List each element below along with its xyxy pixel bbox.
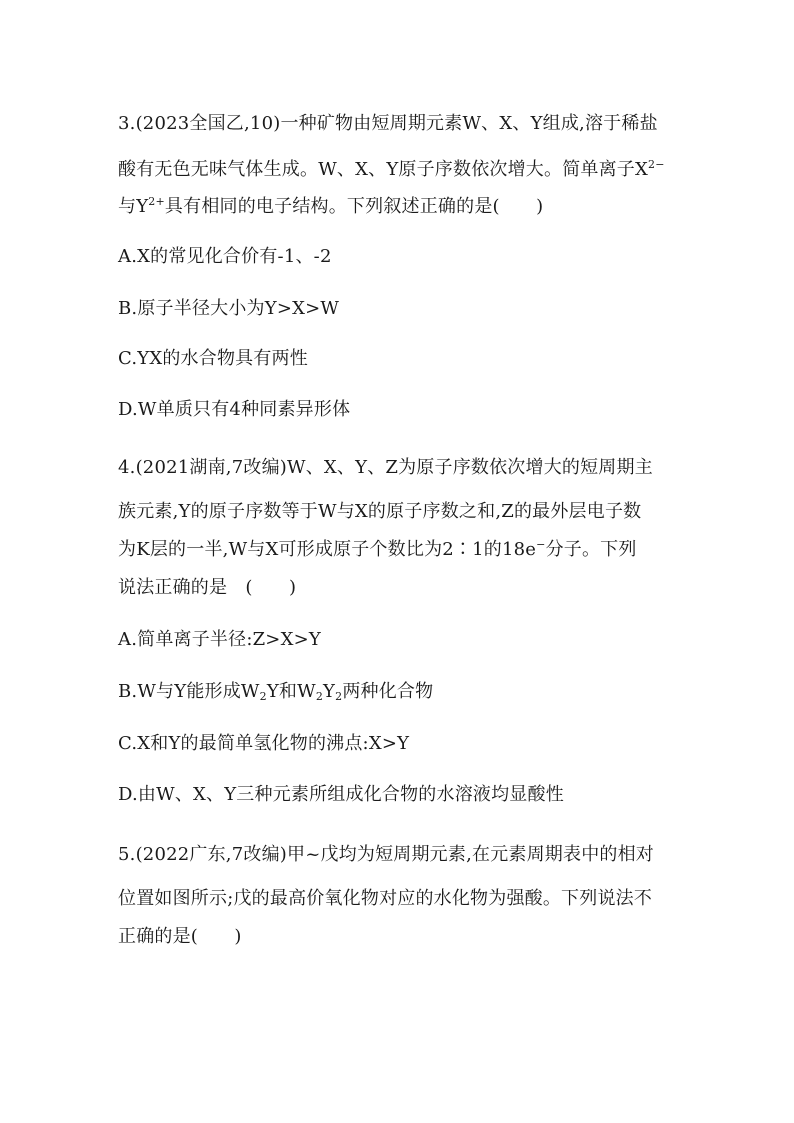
q5-stem-line-3: 正确的是( ) <box>118 926 242 947</box>
q4-electron-charge: − <box>536 538 546 551</box>
q4-stem-line-3 <box>118 538 688 562</box>
q4-stem-line-3-start: 为K层的一半,W与X可形成原子个数比为2∶1的18e <box>118 539 537 560</box>
q4-option-b-part-1: B.W与Y能形成W <box>118 681 260 702</box>
q3-ion-charge-x: 2− <box>648 158 665 171</box>
q4-option-d: D.由W、X、Y三种元素所组成化合物的水溶液均显酸性 <box>118 784 564 805</box>
q4-option-c: C.X和Y的最简单氢化物的沸点:X>Y <box>118 733 410 754</box>
q4-stem-line-1: 4.(2021湖南,7改编)W、X、Y、Z为原子序数依次增大的短周期主 <box>118 457 653 478</box>
q3-stem-line-1: 3.(2023全国乙,10)一种矿物由短周期元素W、X、Y组成,溶于稀盐 <box>118 113 658 134</box>
q3-stem-line-2 <box>118 158 688 182</box>
q4-stem-line-4: 说法正确的是 ( ) <box>118 577 297 598</box>
q3-option-a: A.X的常见化合价有-1、-2 <box>118 246 332 267</box>
q3-stem-line-2-text: 酸有无色无味气体生成。W、X、Y原子序数依次增大。简单离子X <box>118 159 649 180</box>
q4-option-b-part-3: Y <box>323 681 336 702</box>
q5-stem-line-1: 5.(2022广东,7改编)甲~戊均为短周期元素,在元素周期表中的相对 <box>118 844 655 865</box>
q4-option-b <box>118 680 688 704</box>
q4-stem-line-2: 族元素,Y的原子序数等于W与X的原子序数之和,Z的最外层电子数 <box>118 501 642 522</box>
q4-option-b-part-2: Y和W <box>266 681 316 702</box>
q3-stem-line-3-end: 具有相同的电子结构。下列叙述正确的是( ) <box>164 196 544 217</box>
q3-option-c: C.YX的水合物具有两性 <box>118 348 308 369</box>
q4-option-b-sub-1: 2 <box>259 690 267 703</box>
q3-ion-charge-y: 2+ <box>148 195 165 208</box>
q3-stem-line-3 <box>118 195 688 219</box>
q4-option-b-sub-2: 2 <box>315 690 324 703</box>
q4-option-b-part-4: 两种化合物 <box>342 681 434 702</box>
q3-option-b: B.原子半径大小为Y>X>W <box>118 298 340 319</box>
q4-option-b-sub-3: 2 <box>335 690 343 703</box>
q4-stem-line-3-end: 分子。下列 <box>545 539 637 560</box>
q3-stem-line-3-start: 与Y <box>118 196 149 217</box>
q5-stem-line-2: 位置如图所示;戊的最高价氧化物对应的水化物为强酸。下列说法不 <box>118 888 653 909</box>
q3-option-d: D.W单质只有4种同素异形体 <box>118 399 351 420</box>
q4-option-a: A.简单离子半径:Z>X>Y <box>118 629 321 650</box>
